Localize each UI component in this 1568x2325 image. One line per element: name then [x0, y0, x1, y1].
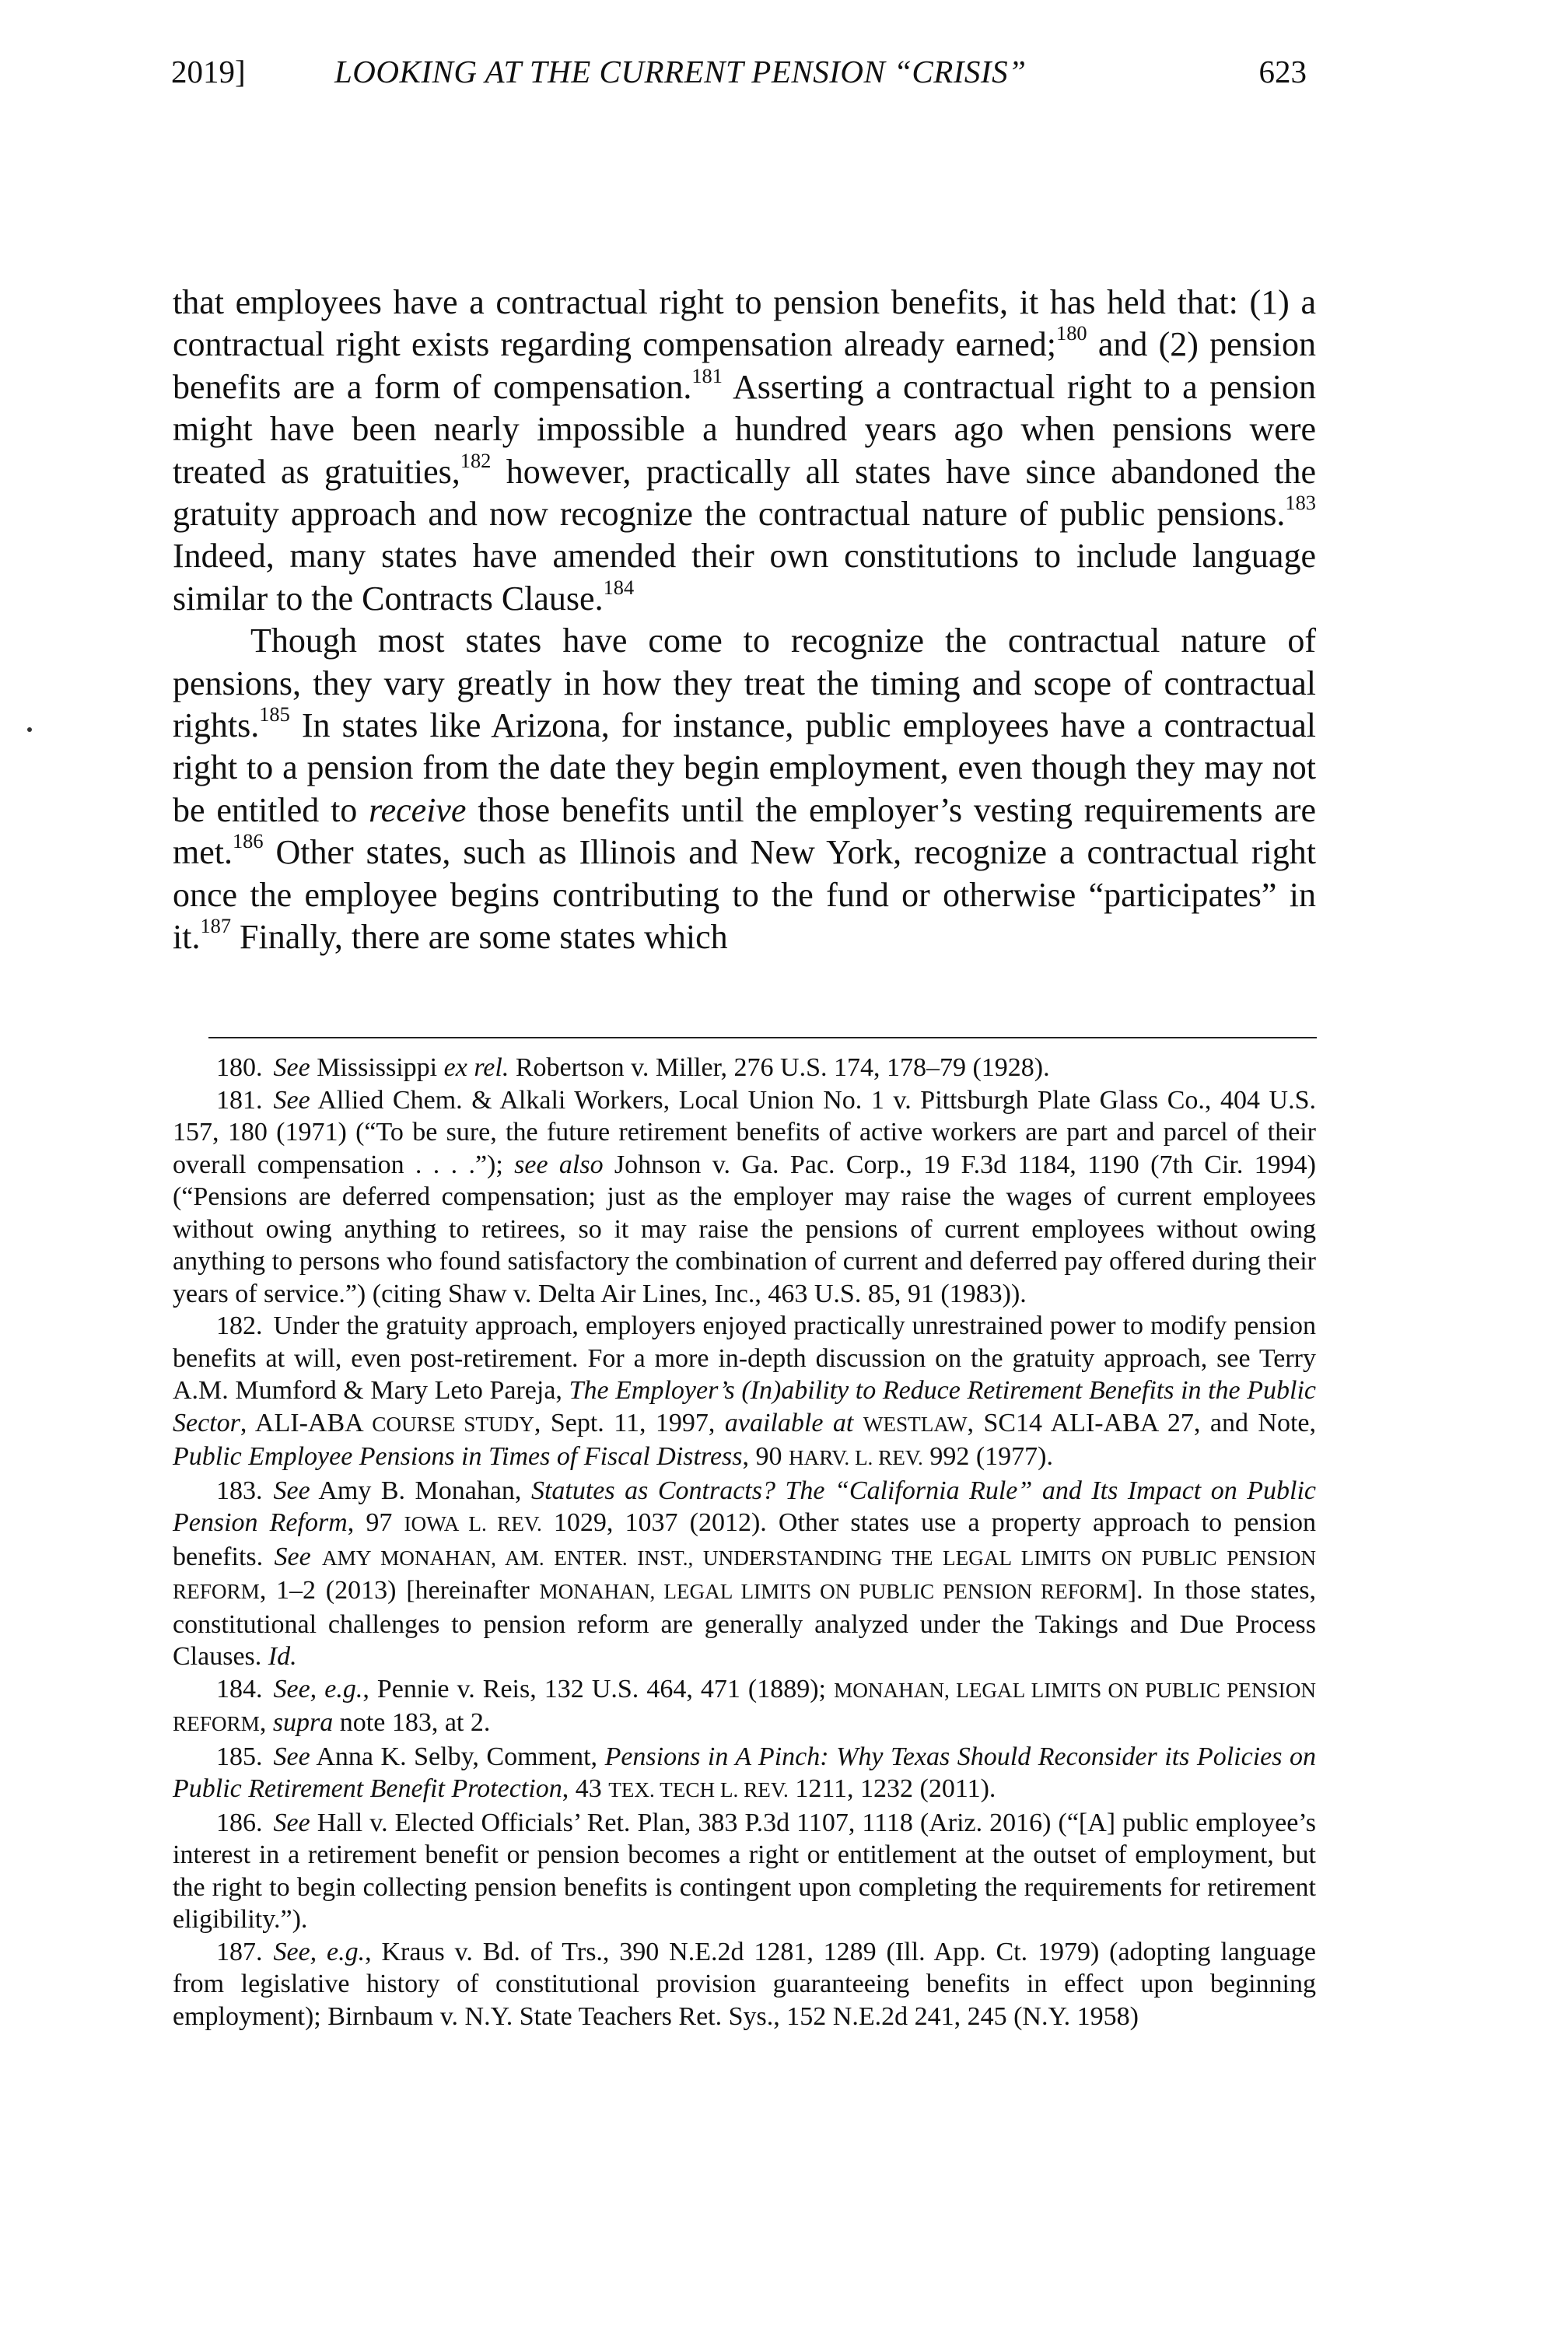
footnote-187: 187. See, e.g., Kraus v. Bd. of Trs., 390 N.E.2d 1281, 1289 (Ill. App. Ct. 1979) (adopting language from legislative history of constitutional provision guaranteeing benefits in effect upon beginning employment); Birnbaum v. N.Y. State Teachers Ret. Sys., 152 N.E.2d 241, 245 (N.Y. 1958) [173, 1937, 1316, 2031]
footnote-183: 183. See Amy B. Monahan, Statutes as Contracts? The “California Rule” and Its Impact on Public Pension Reform, 97 IOWA L. REV. 1029, 1037 (2012). Other states use a property approach to pension benefits. See AMY MONAHAN, AM. ENTER. INST., UNDERSTANDING THE LEGAL LIMITS ON PUBLIC PENSION REFORM, 1–2 (2013) [hereinafter MONAHAN, LEGAL LIMITS ON PUBLIC PENSION REFORM]. In those states, constitutional challenges to pension reform are generally analyzed under the Takings and Due Process Clauses. Id. [173, 1476, 1317, 1671]
header-year: 2019] [171, 54, 246, 89]
footnote-divider [208, 1037, 1317, 1038]
footnote-181: 181. See Allied Chem. & Alkali Workers, Local Union No. 1 v. Pittsburgh Plate Glass Co., 404 U.S. 157, 180 (1971) (“To be sure, the future retirement benefits of active workers are part and parcel of their overall compensation . . . .”); see also Johnson v. Ga. Pac. Corp., 19 F.3d 1184, 1190 (7th Cir. 1994) (“Pensions are deferred compensation; just as the employer may raise the wages of current employees without owing anything to retirees, so it may raise the pensions of current employees without owing anything to persons who found satisfactory the combination of current and deferred pay offered during their years of service.”) (citing Shaw v. Delta Air Lines, Inc., 463 U.S. 85, 91 (1983)). [173, 1085, 1316, 1308]
footnote-182: 182. Under the gratuity approach, employers enjoyed practically unrestrained power to modify pension benefits at will, even post-retirement. For a more in-depth discussion on the gratuity approach, see Terry A.M. Mumford & Mary Leto Pareja, The Employer’s (In)ability to Reduce Retirement Benefits in the Public Sector, ALI-ABA COURSE STUDY, Sept. 11, 1997, available at WESTLAW, SC14 ALI-ABA 27, and Note, Public Employee Pensions in Times of Fiscal Distress, 90 HARV. L. REV. 992 (1977). [173, 1311, 1317, 1471]
footnote-ref-182: 182 [460, 448, 492, 472]
footnote-ref-185: 185 [259, 702, 290, 727]
footnote-ref-180: 180 [1056, 321, 1087, 345]
footnote-ref-184: 184 [603, 576, 635, 600]
footnote-ref-181: 181 [691, 364, 723, 388]
footnote-ref-187: 187 [200, 914, 232, 938]
footnote-ref-183: 183 [1285, 491, 1316, 515]
footnotes [173, 1052, 1316, 2033]
main-text [173, 282, 1316, 959]
running-title: LOOKING AT THE CURRENT PENSION “CRISIS” [334, 54, 1027, 89]
footnote-180: 180. See Mississippi ex rel. Robertson v. Miller, 276 U.S. 174, 178–79 (1928). [216, 1053, 1050, 1082]
footnote-184: 184. See, e.g., Pennie v. Reis, 132 U.S. 464, 471 (1889); MONAHAN, LEGAL LIMITS ON PUBLIC PENSION REFORM, supra note 183, at 2. [173, 1674, 1316, 1737]
paragraph-2: Though most states have come to recognize the contractual nature of pensions, they vary greatly in how they treat the timing and scope of contractual rights.$^{185}$ In states like Arizona, for instance, public employees have a contractual right to a pension from the date they begin employment, even though they may not be entitled to receive those benefits until the employer’s vesting requirements are met.$^{186}$ Other states, such as Illinois and New York, recognize a contractual right once the employee begins contributing to the fund or otherwise “participates” in it.$^{187}$ Finally, there are some states which [173, 622, 1316, 957]
running-head [171, 53, 1307, 107]
page-number: 623 [1258, 54, 1307, 89]
footnote-186: 186. See Hall v. Elected Officials’ Ret. Plan, 383 P.3d 1107, 1118 (Ariz. 2016) (“[A] public employee’s interest in a retirement benefit or pension becomes a right or entitlement at the outset of employment, but the right to begin collecting pension benefits is contingent upon completing the requirements for retirement eligibility.”). [173, 1808, 1316, 1934]
footnote-ref-186: 186 [232, 829, 264, 853]
stray-mark [27, 727, 32, 732]
footnote-185: 185. See Anna K. Selby, Comment, Pensions in A Pinch: Why Texas Should Reconsider its Policies on Public Retirement Benefit Protection, 43 TEX. TECH L. REV. 1211, 1232 (2011). [173, 1742, 1316, 1803]
paragraph-1: that employees have a contractual right to pension benefits, it has held that: (1) a contractual right exists regarding compensation already earned;$^{180}$ and (2) pension benefits are a form of compensation.$^{181}$ Asserting a contractual right to a pension might have been nearly impossible a hundred years ago when pensions were treated as gratuities,$^{182}$ however, practically all states have since abandoned the gratuity approach and now recognize the contractual nature of public pensions.$^{183}$ Indeed, many states have amended their own constitutions to include language similar to the Contracts Clause.$^{184}$ [173, 283, 1317, 618]
